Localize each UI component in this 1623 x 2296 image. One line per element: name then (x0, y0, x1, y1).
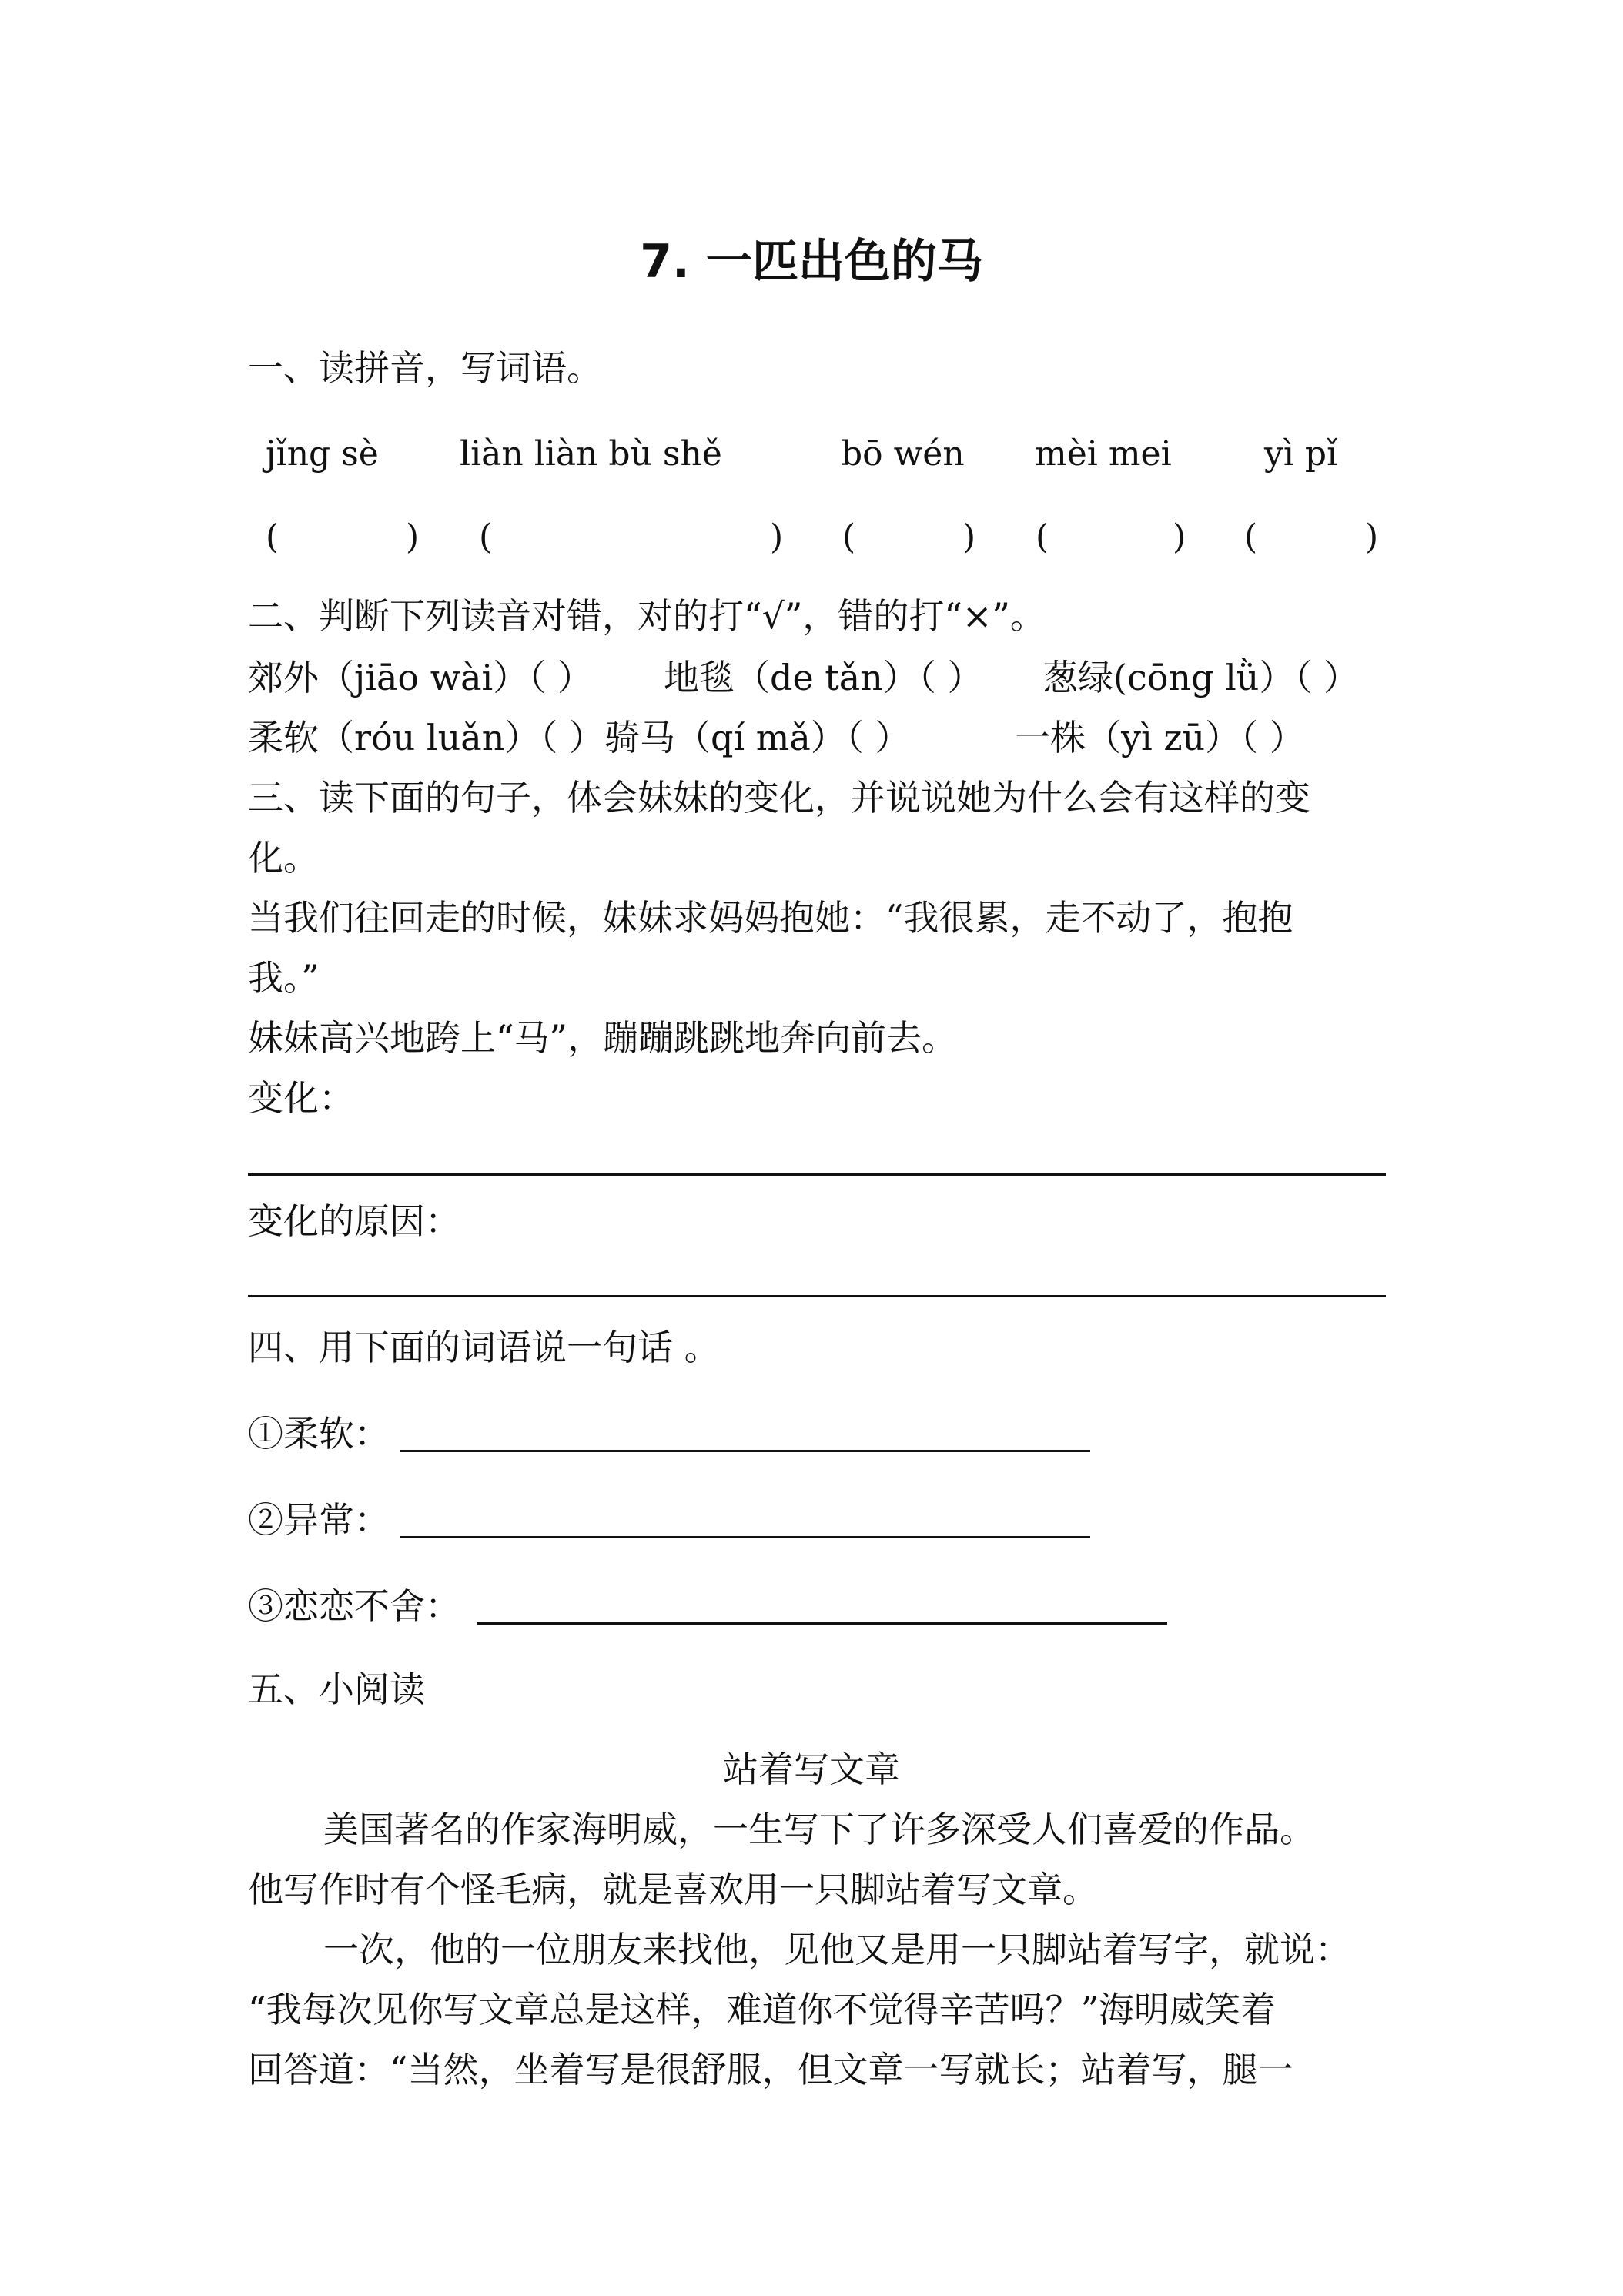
sentence1-line1: 当我们往回走的时候，妹妹求妈妈抱她：“我很累，走不动了，抱抱 (248, 897, 1293, 939)
change-answer-line[interactable] (248, 1173, 1386, 1176)
answer-bracket-open-5: ( (1244, 517, 1258, 557)
answer-bracket-open-2: ( (479, 517, 493, 557)
change-label: 变化： (248, 1077, 354, 1119)
word-item-1-answer-line[interactable] (400, 1450, 1090, 1452)
reading-item-3: 葱绿(cōng lǜ）（ ） (1042, 657, 1360, 698)
reason-label: 变化的原因： (248, 1200, 460, 1242)
story-title: 站着写文章 (723, 1749, 900, 1790)
story-p2-line1: 一次，他的一位朋友来找他，见他又是用一只脚站着写字，就说： (323, 1929, 1350, 1970)
answer-bracket-open-4: ( (1036, 517, 1049, 557)
answer-bracket-close-3: ) (962, 517, 976, 557)
pinyin-3: bō wén (841, 434, 965, 474)
section3-heading-line2: 化。 (248, 837, 319, 879)
story-p2-line3: 回答道：“当然，坐着写是很舒服，但文章一写就长；站着写，腿一 (248, 2049, 1293, 2090)
answer-bracket-open-1: ( (266, 517, 279, 557)
story-p1-line1: 美国著名的作家海明威，一生写下了许多深受人们喜爱的作品。 (323, 1809, 1315, 1850)
reading-item-6: 一株（yì zū）（ ） (1015, 717, 1305, 758)
pinyin-1: jǐng sè (266, 434, 379, 474)
story-p1-line2: 他写作时有个怪毛病，就是喜欢用一只脚站着写文章。 (248, 1869, 1098, 1910)
page-title: 7. 一匹出色的马 (640, 235, 983, 289)
section3-heading-line1: 三、读下面的句子，体会妹妹的变化，并说说她为什么会有这样的变 (248, 777, 1310, 818)
answer-bracket-close-4: ) (1173, 517, 1186, 557)
answer-bracket-close-5: ) (1365, 517, 1379, 557)
pinyin-4: mèi mei (1035, 434, 1172, 474)
section1-heading: 一、读拼音，写词语。 (248, 347, 602, 389)
word-item-3: ③恋恋不舍： (248, 1585, 460, 1627)
pinyin-5: yì pǐ (1264, 434, 1338, 474)
story-p2-line2: “我每次见你写文章总是这样，难道你不觉得辛苦吗？”海明威笑着 (248, 1989, 1277, 2030)
reason-answer-line[interactable] (248, 1295, 1386, 1297)
answer-bracket-close-1: ) (406, 517, 420, 557)
reading-items-4-5: 柔软（róu luǎn）（ ）骑马（qí mǎ）（ ） (248, 717, 911, 758)
answer-bracket-close-2: ) (770, 517, 784, 557)
word-item-3-answer-line[interactable] (477, 1622, 1167, 1625)
pinyin-2: liàn liàn bù shě (460, 434, 722, 474)
section2-heading: 二、判断下列读音对错，对的打“√”，错的打“×”。 (248, 595, 1046, 637)
answer-bracket-open-3: ( (842, 517, 856, 557)
word-item-2-answer-line[interactable] (400, 1536, 1090, 1538)
word-item-1: ①柔软： (248, 1413, 390, 1454)
reading-item-1: 郊外（jiāo wài）（ ） (248, 657, 593, 698)
sentence1-line2: 我。” (248, 957, 320, 999)
reading-item-2: 地毯（de tǎn）（ ） (664, 657, 983, 698)
section5-heading: 五、小阅读 (248, 1668, 425, 1710)
sentence2: 妹妹高兴地跨上“马”，蹦蹦跳跳地奔向前去。 (248, 1017, 958, 1059)
word-item-2: ②异常： (248, 1499, 390, 1541)
section4-heading: 四、用下面的词语说一句话 。 (248, 1327, 720, 1368)
